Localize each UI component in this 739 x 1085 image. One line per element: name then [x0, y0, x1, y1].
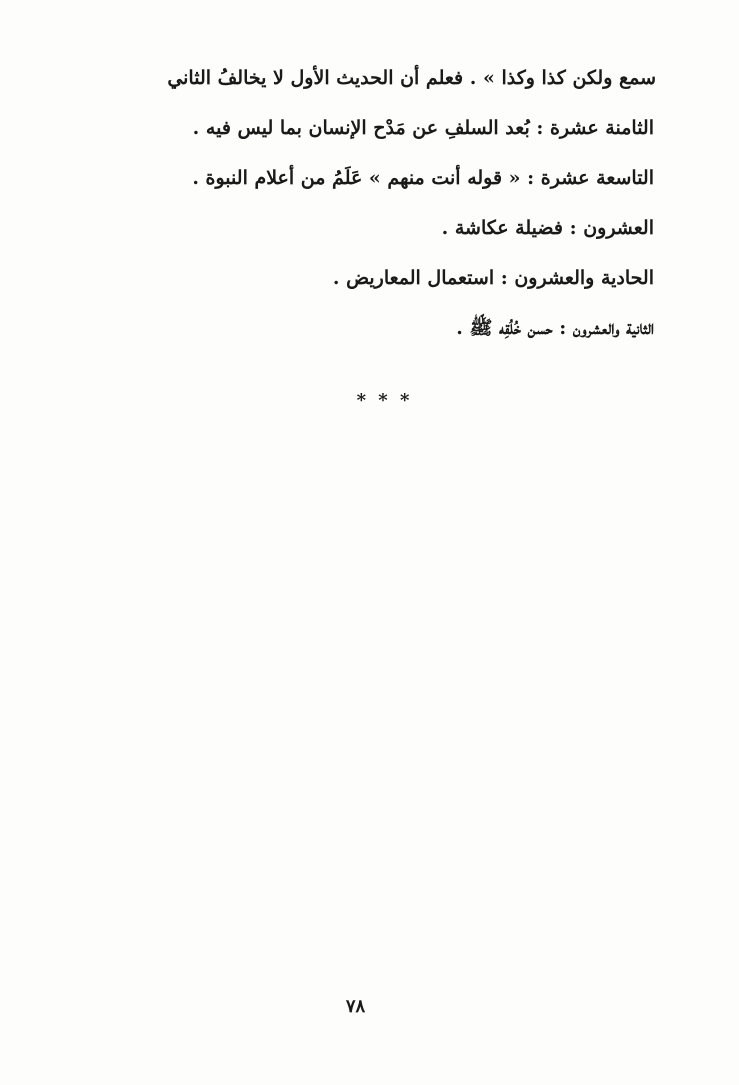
text-line-item-20: العشرون : فضيلة عكاشة .	[441, 217, 654, 239]
text-line-item-22: الثانية والعشرون : حسن خُلُقِه ﷺ .	[456, 317, 654, 339]
page-number: ٧٨	[345, 996, 366, 1017]
text-line-item-19: التاسعة عشرة : « قوله أنت منهم » عَلَمُ من أعلام النبوة .	[192, 167, 654, 189]
text-line-continuation: سمع ولكن كذا وكذا » . فعلم أن الحديث الأول لا يخالفُ الثاني	[167, 67, 656, 89]
text-line-item-18: الثامنة عشرة : بُعد السلفِ عن مَدْح الإنسان بما ليس فيه .	[192, 117, 654, 139]
page-text	[154, 66, 654, 366]
text-line-item-21: الحادية والعشرون : استعمال المعاريض .	[332, 267, 654, 289]
section-separator: * * *	[356, 390, 413, 411]
